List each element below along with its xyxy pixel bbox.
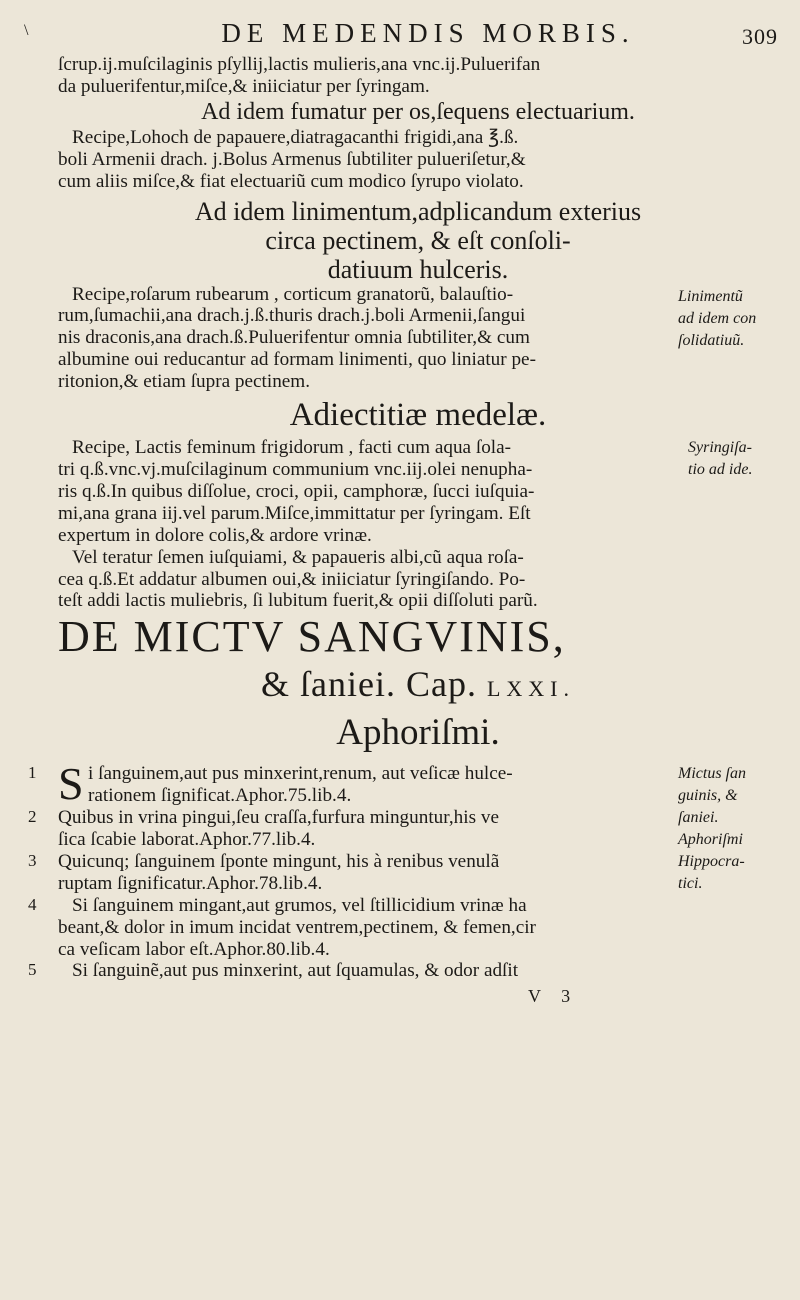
recipe-block-a xyxy=(58,54,778,98)
chapter-number: LXXI. xyxy=(486,676,575,702)
text-line: Si ſanguinem mingant,aut grumos, vel ſtillicidium vrinæ ha xyxy=(72,894,527,916)
margin-note-line: Hippocra- xyxy=(678,853,745,871)
margin-note-line: Aphoriſmi xyxy=(678,831,743,849)
text-line: teſt addi lactis muliebris, ſi lubitum fuerit,& opii diſſoluti parũ. xyxy=(58,590,538,612)
aphorism-number: 3 xyxy=(28,850,37,870)
aphorism-list xyxy=(28,758,778,982)
margin-note-line: tici. xyxy=(678,875,703,893)
text-line: rationem ſignificat.Aphor.75.lib.4. xyxy=(88,785,352,807)
text-line: rum,ſumachii,ana drach.j.ß.thuris drach.j.boli Armenii,ſangui xyxy=(58,305,526,327)
header-title: DE MEDENDIS MORBIS. xyxy=(221,18,635,48)
text-line: da puluerifentur,miſce,& iniiciatur per ſyringam. xyxy=(58,75,430,97)
margin-note-line: ad idem con xyxy=(678,309,757,327)
text-line: beant,& dolor in imum incidat ventrem,pectinem, & femen,cir xyxy=(58,916,536,938)
margin-note-line: tio ad ide. xyxy=(688,461,753,479)
aphorism-number: 5 xyxy=(28,960,37,980)
text-line: ſica ſcabie laborat.Aphor.77.lib.4. xyxy=(58,829,316,851)
chapter-title: DE MICTV SANGVINIS, xyxy=(58,612,566,662)
signature-mark: V 3 xyxy=(528,986,579,1007)
text-line: Vel teratur ſemen iuſquiami, & papaueris albi,cũ aqua roſa- xyxy=(72,546,524,568)
recipe-block-b xyxy=(58,127,778,193)
text-line: nis draconis,ana drach.ß.Puluerifentur omnia ſubtiliter,& cum xyxy=(58,327,530,349)
text-line: Recipe, Lactis feminum frigidorum , facti cum aqua ſola- xyxy=(72,437,512,459)
recipe-block-d xyxy=(58,437,778,547)
aphorism-item xyxy=(28,807,778,851)
margin-note xyxy=(678,763,778,895)
chapter-subtitle-text: & ſaniei. Cap. xyxy=(260,664,477,705)
text-line: ruptam ſignificatur.Aphor.78.lib.4. xyxy=(58,872,323,894)
text-line: cum aliis miſce,& fiat electuariũ cum modico ſyrupo violato. xyxy=(58,170,524,192)
text-line: expertum in dolore colis,& ardore vrinæ. xyxy=(58,524,372,546)
header-mark: \ xyxy=(24,22,29,39)
margin-note-line: Linimentũ xyxy=(678,287,743,305)
margin-note-line: ſaniei. xyxy=(678,809,719,827)
section-heading-line: circa pectinem, & eſt conſoli- xyxy=(265,225,571,255)
text-line: Quibus in vrina pingui,ſeu craſſa,furfura minguntur,his ve xyxy=(58,807,499,829)
aphorism-item xyxy=(28,960,778,982)
aphorism-item xyxy=(28,758,778,810)
section-heading-line: datiuum hulceris. xyxy=(327,254,509,284)
text-line: cea q.ß.Et addatur albumen oui,& iniiciatur ſyringiſando. Po- xyxy=(58,568,526,590)
text-line: ca veſicam labor eſt.Aphor.80.lib.4. xyxy=(58,938,330,960)
text-line: Recipe,roſarum rubearum , corticum granatorũ, balauſtio- xyxy=(72,283,514,305)
text-line: Quicunq; ſanguinem ſponte mingunt, his à renibus venulã xyxy=(58,850,500,872)
text-line: ſcrup.ij.muſcilaginis pſyllij,lactis mulieris,ana vnc.ij.Puluerifan xyxy=(58,54,541,75)
margin-note-line: Syringiſa- xyxy=(688,439,752,457)
running-header xyxy=(24,18,778,54)
chapter-subtitle xyxy=(58,662,778,711)
aphorism-item xyxy=(28,894,778,961)
section-heading-block xyxy=(58,197,778,284)
aphorism-item xyxy=(28,850,778,895)
recipe-block-e xyxy=(58,547,778,613)
page-footer xyxy=(58,982,778,1008)
aphorism-number: 4 xyxy=(28,894,37,914)
aphorism-number: 2 xyxy=(28,807,37,827)
text-line: ris q.ß.In quibus diſſolue, croci, opii, camphoræ, ſucci iuſquia- xyxy=(58,480,535,502)
text-line: mi,ana grana iij.vel parum.Miſce,immittatur per ſyringam. Eſt xyxy=(58,502,531,524)
section-heading: Adiectitiæ medelæ. xyxy=(289,397,547,434)
text-line: ritonion,& etiam ſupra pectinem. xyxy=(58,371,311,393)
margin-note xyxy=(678,286,778,352)
section-heading: Ad idem fumatur per os,ſequens electuarium. xyxy=(201,98,635,125)
aphorism-number: 1 xyxy=(28,763,37,783)
margin-note-line: Mictus ſan xyxy=(678,765,746,783)
text-line: Recipe,Lohoch de papauere,diatragacanthi frigidi,ana ℥.ß. xyxy=(72,126,519,148)
margin-note-line: ſolidatiuũ. xyxy=(678,331,745,349)
text-line: tri q.ß.vnc.vj.muſcilaginum communium vnc.iij.olei nenupha- xyxy=(58,458,533,480)
text-line: Si ſanguinẽ,aut pus minxerint, aut ſquamulas, & odor adſit xyxy=(72,960,519,982)
margin-note-line: guinis, & xyxy=(678,787,738,805)
aphorisms-heading: Aphoriſmi. xyxy=(336,712,500,754)
margin-note xyxy=(688,437,778,481)
text-line: boli Armenii drach. j.Bolus Armenus ſubtiliter pulueriſetur,& xyxy=(58,148,526,170)
recipe-block-c xyxy=(58,284,778,394)
section-heading-line: Ad idem linimentum,adplicandum exterius xyxy=(194,196,642,226)
text-line: albumine oui reducantur ad formam linimenti, quo liniatur pe- xyxy=(58,349,536,371)
page-number: 309 xyxy=(742,24,778,49)
text-line: i ſanguinem,aut pus minxerint,renum, aut veſicæ hulce- xyxy=(88,763,513,785)
drop-cap: S xyxy=(58,758,84,810)
